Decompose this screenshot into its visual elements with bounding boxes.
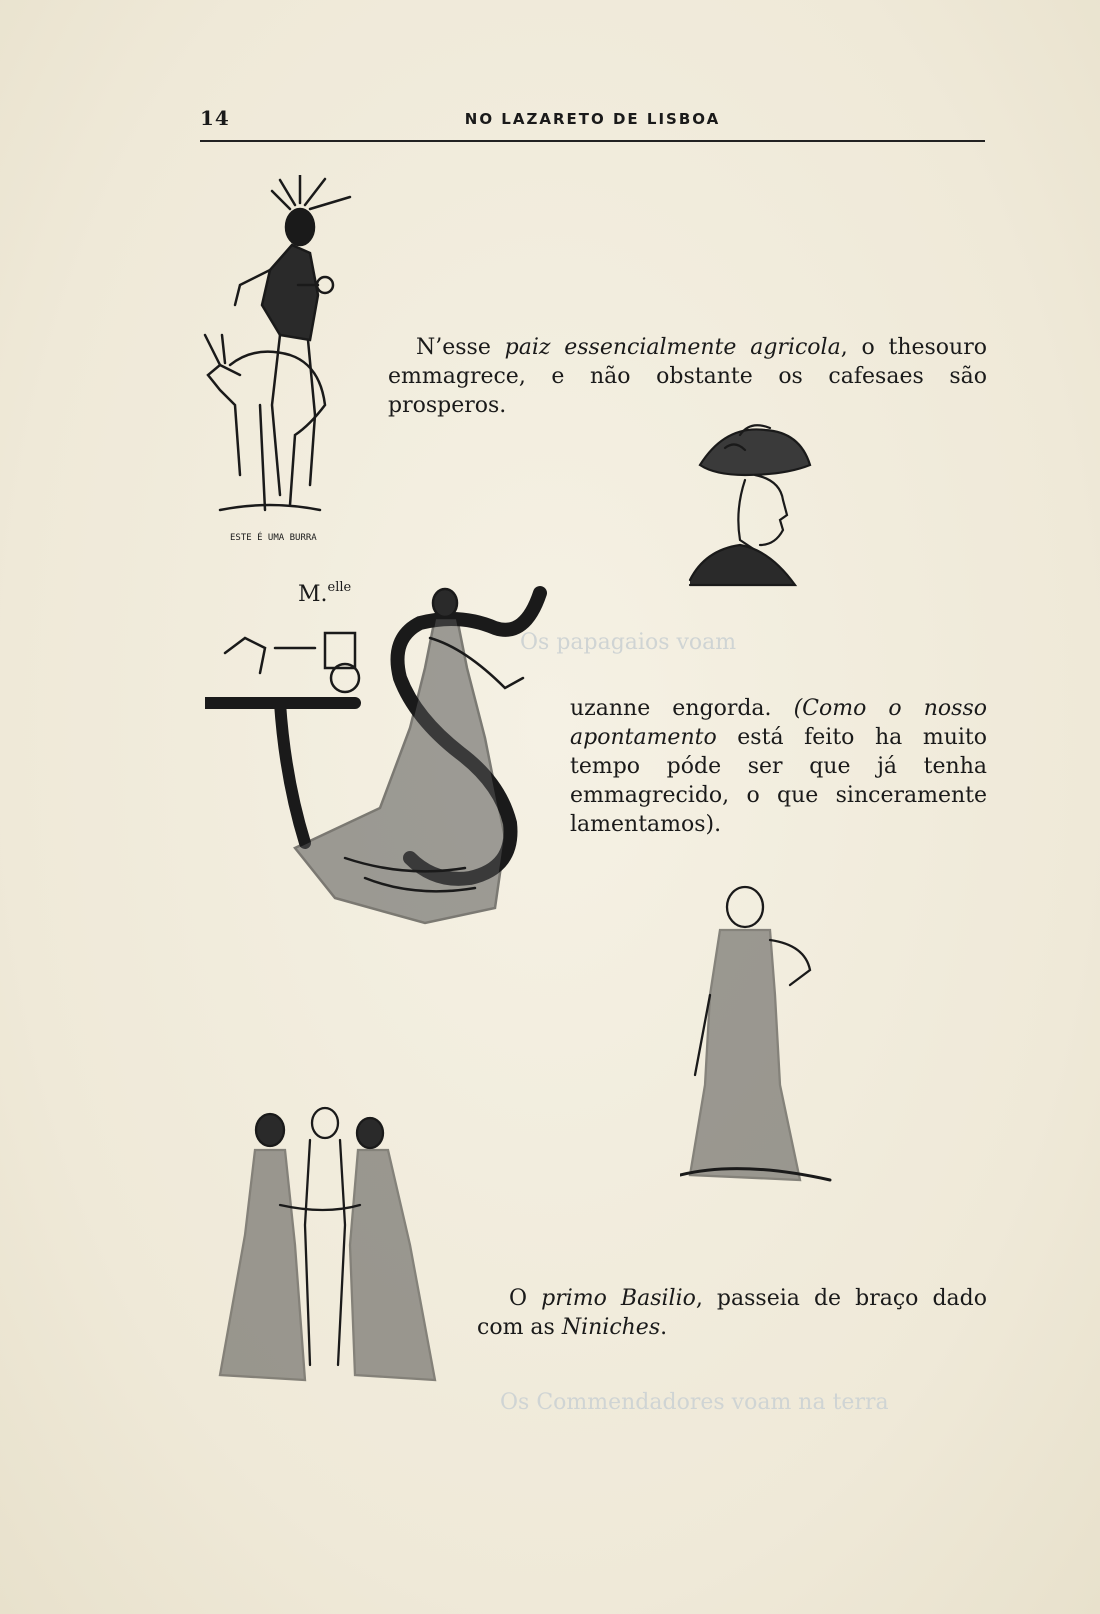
mlle-text: M.: [298, 582, 328, 607]
text-run: O: [509, 1286, 542, 1311]
paragraph-cafesaes: [388, 333, 987, 420]
text-run: , o thesouro emmagrece, e não obstante os cafesaes são prosperos.: [388, 335, 987, 418]
text-run: uzanne engorda.: [570, 696, 794, 721]
italic-run: primo Basilio: [541, 1286, 696, 1311]
illustration-rider-on-donkey: [200, 175, 370, 550]
page-number: 14: [200, 106, 230, 130]
illustration-drop-cap-lady: [205, 578, 550, 958]
text-run: .: [660, 1315, 668, 1340]
running-title: NO LAZARETO DE LISBOA: [464, 110, 721, 128]
text-run: está feito ha muito tempo póde ser que já tenha emmagrecido, o que sinceramente lamentamos).: [570, 725, 987, 837]
bleed-through-text-2: Os Commendadores voam na terra: [500, 1390, 889, 1415]
text-run: N’esse: [416, 335, 505, 360]
paragraph-uzanne: [570, 694, 987, 839]
italic-run: Niniches: [561, 1315, 661, 1340]
illustration-caption: ESTE É UMA BURRA: [230, 533, 317, 543]
illustration-standing-woman: [680, 885, 850, 1195]
page-header: [200, 106, 985, 142]
paragraph-primo-basilio: [477, 1284, 987, 1342]
illustration-woman-in-bonnet: [685, 420, 835, 600]
mlle-superscript: elle: [327, 580, 352, 595]
illustration-primo-basilio-group: [210, 1105, 450, 1395]
text-run: , passeia de braço dado com as: [477, 1286, 987, 1340]
bleed-through-text-1: Os papagaios voam: [520, 630, 737, 655]
italic-run: paiz essencialmente agricola: [504, 335, 841, 360]
italic-run: (Como o nosso apontamento: [570, 696, 987, 750]
